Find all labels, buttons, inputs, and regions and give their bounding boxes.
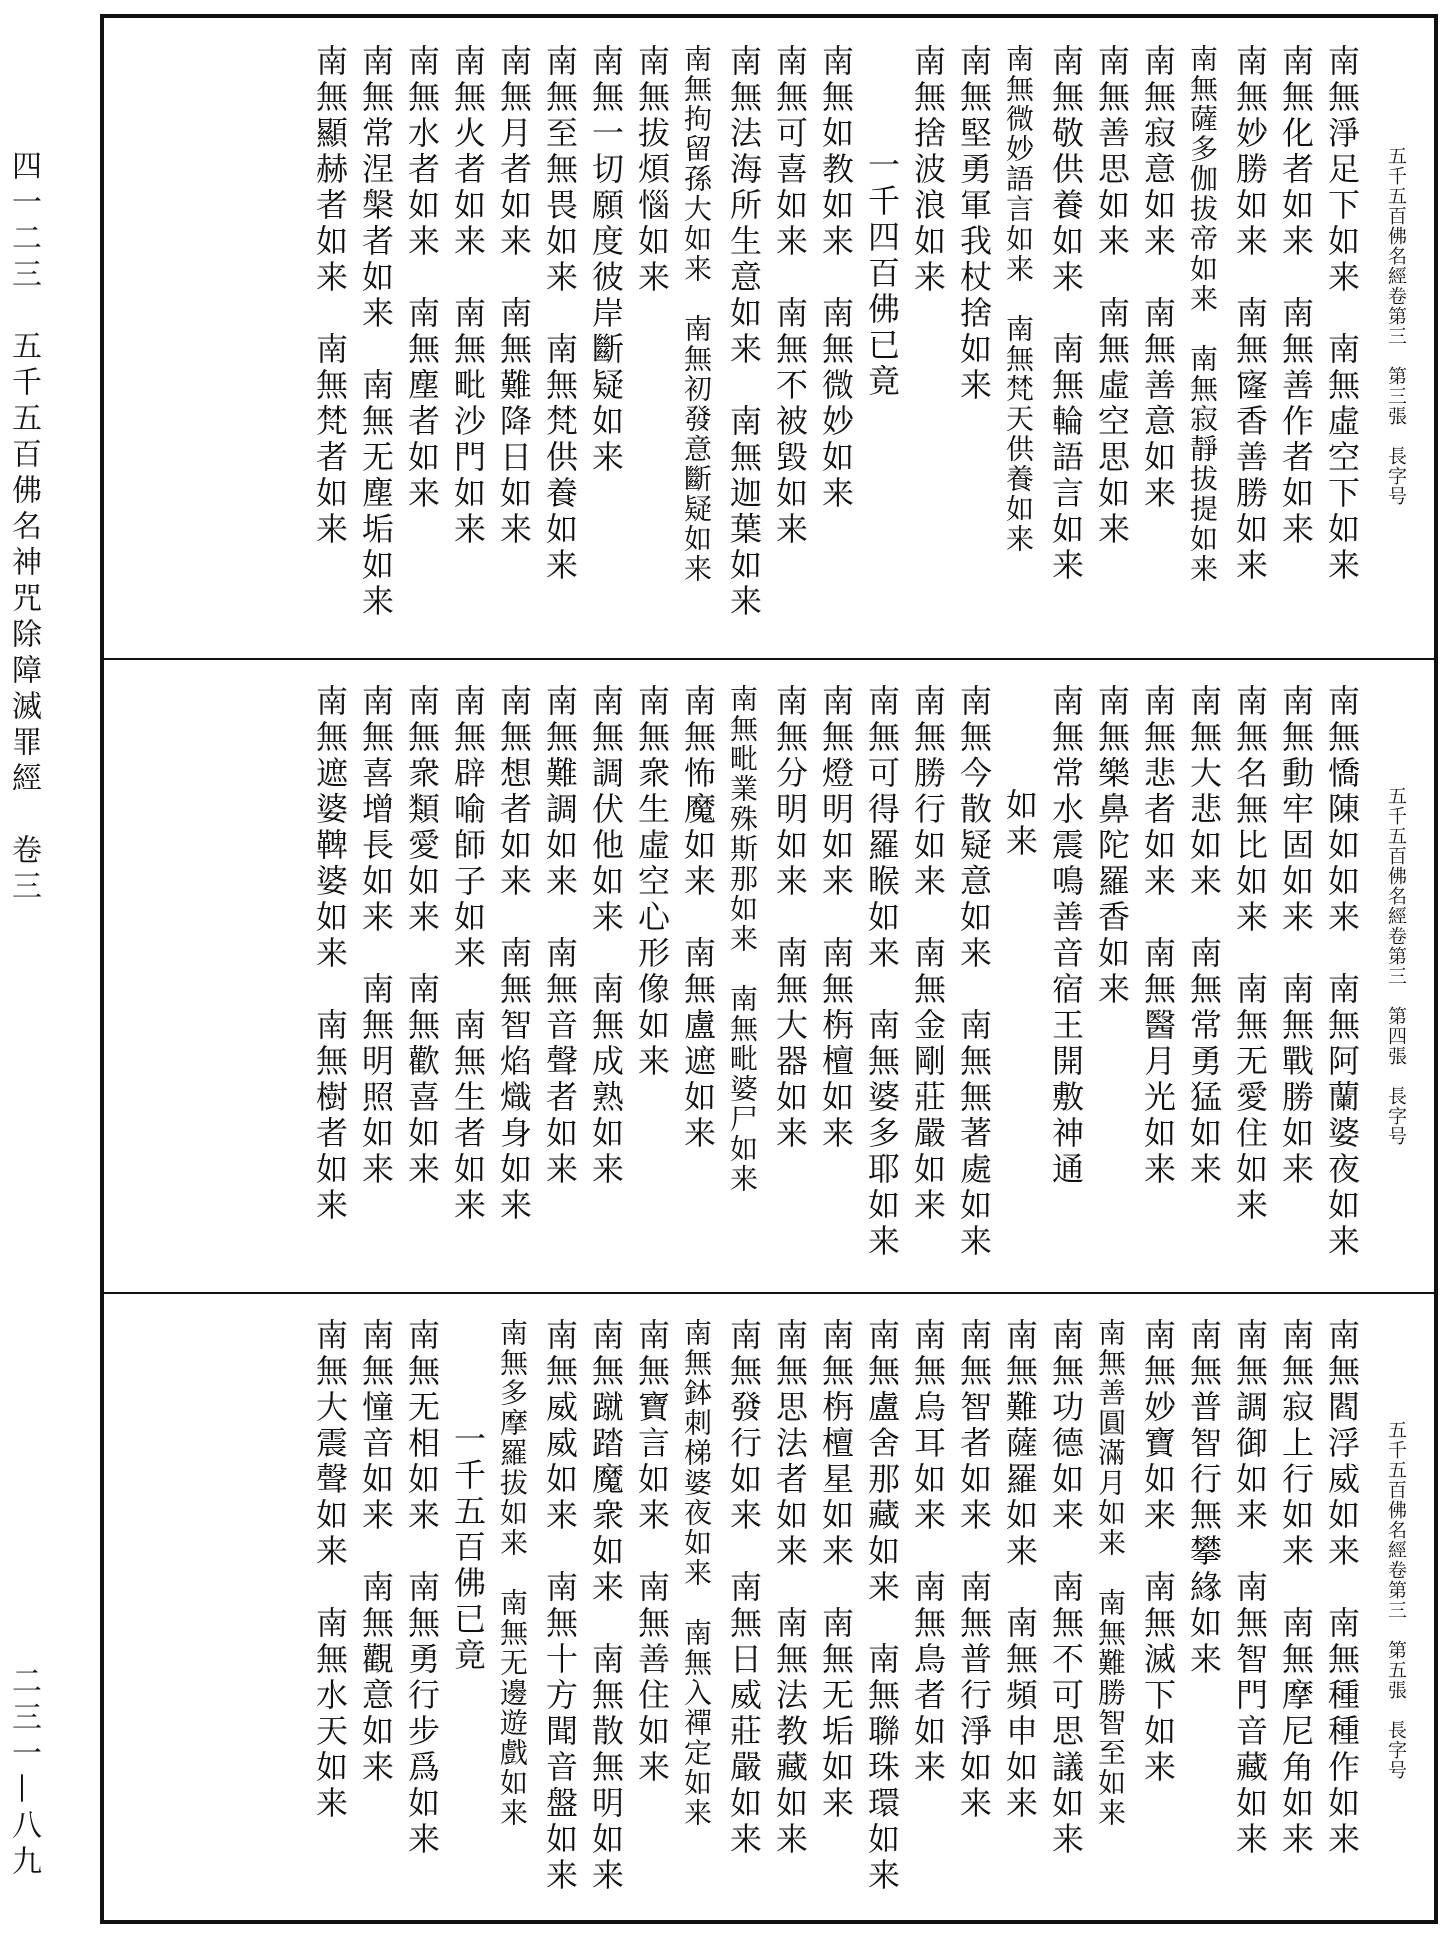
text-column: 南無喜增長如来 南無明照如来 [357,684,395,1188]
text-column: 南無月者如来 南無難降日如来 [495,44,533,548]
margin-title: 四一二三 五千五百佛名神咒除障滅罪經 卷三 [6,150,41,906]
text-column: 南無鉢刺梯婆夜如来 南無入禪定如来 [680,1318,713,1828]
text-column: 南無智者如来 南無普行淨如来 [955,1318,993,1822]
margin-page-number: 二三一—八九 [6,1665,41,1881]
text-column: 南無動牢固如来 南無戰勝如来 [1277,684,1315,1188]
text-column: 南無憧音如来 南無觀意如来 [357,1318,395,1786]
text-column: 南無拔煩惱如来 [633,44,671,296]
text-column: 南無可喜如来 南無不被毀如来 [771,44,809,548]
text-column: 南無薩多伽拔帝如来 南無寂靜拔提如来 [1186,44,1219,584]
text-column: 南無難薩羅如来 南無頻申如来 [1001,1318,1039,1822]
text-column: 南無顯赫者如来 南無梵者如来 [311,44,349,548]
text-column: 南無善思如来 南無虛空思如来 [1093,44,1131,548]
text-column: 南無名無比如来 南無无愛住如来 [1231,684,1269,1224]
text-column: 南無水者如来 南無塵者如来 [403,44,441,512]
text-column: 南無燈明如来 南無栴檀如来 [817,684,855,1152]
text-column: 南無善圓滿月如来 南無難勝智至如来 [1094,1318,1127,1828]
text-column: 南無勝行如来 南無金剛莊嚴如来 [909,684,947,1224]
text-column: 南無寂意如来 南無善意如来 [1139,44,1177,512]
text-column: 南無敬供養如来 南無輪語言如来 [1047,44,1085,584]
panel-header: 五千五百佛名經卷第三 第五張 長字号 [1385,1420,1407,1780]
text-column: 南無微妙語言如来 南無梵天供養如来 [1002,44,1035,554]
text-column: 如来 [1001,788,1039,860]
text-column: 南無功德如来 南無不可思議如来 [1047,1318,1085,1858]
text-column: 南無烏耳如来 南無鳥者如来 [909,1318,947,1786]
text-column: 南無怖魔如来 南無盧遮如来 [679,684,717,1152]
text-column: 南無今散疑意如来 南無無著處如来 [955,684,993,1260]
text-column: 南無妙勝如来 南無㝫香善勝如来 [1231,44,1269,584]
text-column: 南無寶言如来 南無善住如来 [633,1318,671,1786]
text-column: 南無妙寶如来 南無滅下如来 [1139,1318,1177,1786]
text-column: 南無盧舍那藏如来 南無聯珠環如来 [863,1318,901,1894]
panel-header: 五千五百佛名經卷第三 第三張 長字号 [1385,146,1407,506]
text-column: 南無普智行無攀緣如来 [1185,1318,1223,1678]
text-column: 南無遮婆鞞婆如来 南無樹者如来 [311,684,349,1224]
text-column: 南無憍陳如如来 南無阿蘭婆夜如来 [1323,684,1361,1260]
text-column: 南無一切願度彼岸斷疑如来 [587,44,625,476]
text-column: 南無樂鼻陀羅香如来 [1093,684,1131,1008]
text-column: 南無常水震鳴善音宿王開敷神通 [1047,684,1085,1188]
text-column: 南無可得羅睺如来 南無婆多耶如来 [863,684,901,1260]
text-column: 南無无相如来 南無勇行步爲如来 [403,1318,441,1858]
text-column: 一千四百佛已竟 [863,148,901,400]
text-column: 南無蹴踏魔衆如来 南無散無明如来 [587,1318,625,1894]
text-column: 南無栴檀星如来 南無无垢如来 [817,1318,855,1822]
text-column: 南無拘留孫大如来 南無初發意斷疑如来 [680,44,713,584]
text-column: 南無辟喻師子如来 南無生者如来 [449,684,487,1224]
text-column: 南無思法者如来 南無法教藏如来 [771,1318,809,1858]
text-column: 南無常涅槃者如来 南無无塵垢如来 [357,44,395,620]
text-column: 南無衆類愛如来 南無歡喜如来 [403,684,441,1188]
panel-3 [104,1292,1434,1924]
panel-header: 五千五百佛名經卷第三 第四張 長字号 [1385,786,1407,1146]
text-column: 南無大悲如来 南無常勇猛如来 [1185,684,1223,1188]
text-column: 南無威威如来 南無十方聞音盤如来 [541,1318,579,1894]
text-column: 南無分明如来 南無大器如来 [771,684,809,1152]
panel-2 [104,658,1434,1294]
text-column: 南無發行如来 南無日威莊嚴如来 [725,1318,763,1858]
text-column: 南無火者如来 南無毗沙門如来 [449,44,487,548]
text-column: 南無化者如来 南無善作者如来 [1277,44,1315,548]
text-column: 南無多摩羅拔如来 南無无邊遊戲如来 [496,1318,529,1828]
text-column: 南無寂上行如来 南無摩尼角如来 [1277,1318,1315,1858]
text-column: 南無想者如来 南無智焰熾身如来 [495,684,533,1224]
page-frame [100,14,1438,1924]
text-column: 南無悲者如来 南無醫月光如来 [1139,684,1177,1188]
text-column: 南無閻浮威如来 南無種種作如来 [1323,1318,1361,1858]
text-column: 南無衆生虛空心形像如来 [633,684,671,1080]
text-column: 南無如教如来 南無微妙如来 [817,44,855,512]
text-column: 南無調御如来 南無智門音藏如来 [1231,1318,1269,1858]
text-column: 南無大震聲如来 南無水天如来 [311,1318,349,1822]
text-column: 南無堅勇軍我杖捨如来 [955,44,993,404]
text-column: 南無至無畏如来 南無梵供養如来 [541,44,579,584]
text-column: 南無難調如来 南無音聲者如来 [541,684,579,1188]
text-column: 一千五百佛已竟 [449,1422,487,1674]
text-column: 南無毗業殊斯那如来 南無毗婆尸如来 [726,684,759,1194]
text-column: 南無捨波浪如来 [909,44,947,296]
panel-1 [104,18,1434,660]
text-column: 南無淨足下如来 南無虛空下如来 [1323,44,1361,584]
text-column: 南無調伏他如来 南無成熟如来 [587,684,625,1188]
text-column: 南無法海所生意如来 南無迦葉如来 [725,44,763,620]
